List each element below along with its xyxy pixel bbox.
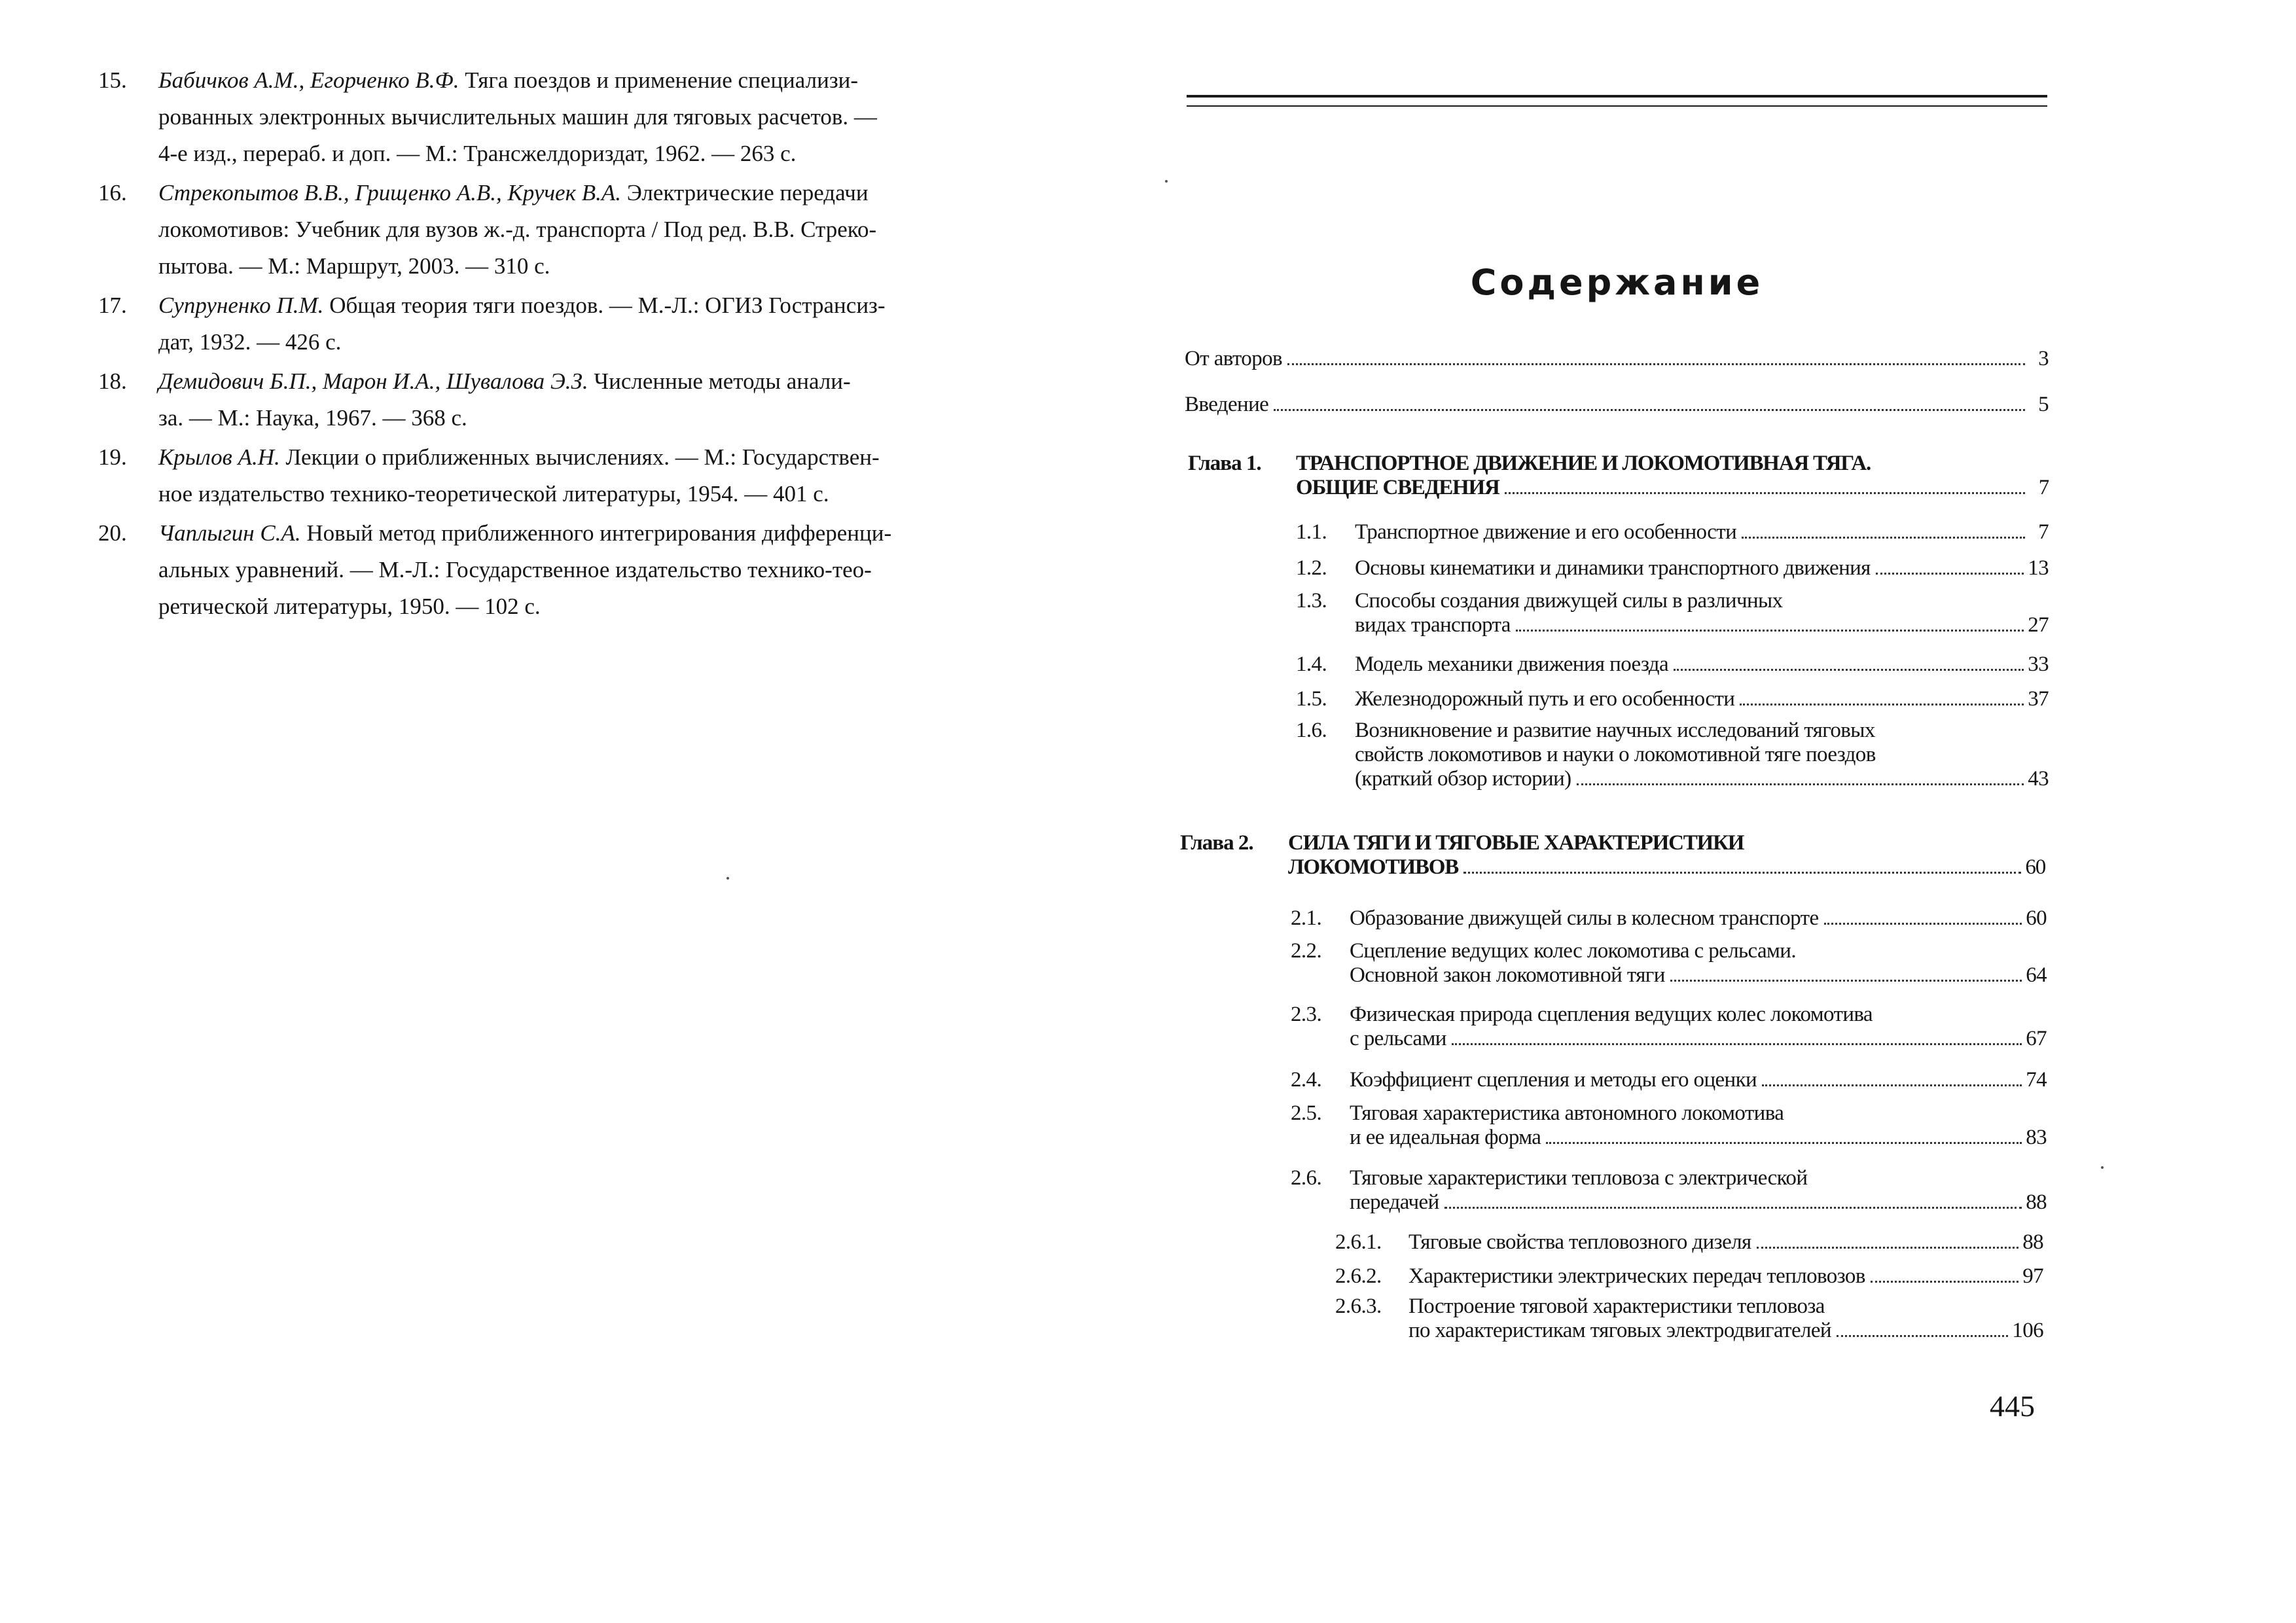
toc-section[interactable] bbox=[1291, 1166, 2047, 1215]
reference-item bbox=[98, 363, 975, 437]
chapter-2-label: Глава 2. bbox=[1180, 831, 1253, 855]
toc-page-number: 37 bbox=[2028, 687, 2049, 711]
toc-page-number: 60 bbox=[2025, 855, 2045, 879]
toc-page-number: 106 bbox=[2012, 1319, 2043, 1342]
leader-dots bbox=[1742, 537, 2025, 539]
reference-author: Бабичков А.М., Егорченко В.Ф. bbox=[158, 67, 459, 93]
toc-section[interactable] bbox=[1291, 1101, 2047, 1150]
toc-section[interactable] bbox=[1296, 719, 2049, 791]
reference-number: 20. bbox=[98, 520, 127, 546]
reference-author: Чаплыгин С.А. bbox=[158, 520, 301, 546]
reference-text: 4-е изд., перераб. и доп. — М.: Трансжелдориздат, 1962. — 263 с. bbox=[158, 141, 797, 166]
subsection-number: 2.6.1. bbox=[1335, 1230, 1382, 1254]
section-number: 2.3. bbox=[1291, 1003, 1322, 1026]
leader-dots bbox=[1762, 1084, 2022, 1086]
header-rule bbox=[1187, 95, 2047, 98]
reference-text: Общая теория тяги поездов. — М.-Л.: ОГИЗ Гострансиз- bbox=[323, 293, 886, 318]
chapter-title-line: ТРАНСПОРТНОЕ ДВИЖЕНИЕ И ЛОКОМОТИВНАЯ ТЯГА. bbox=[1296, 452, 1871, 475]
toc-page-number: 74 bbox=[2026, 1068, 2047, 1092]
reference-item bbox=[98, 62, 975, 172]
section-title: Физическая природа сцепления ведущих колес локомотива bbox=[1350, 1003, 1873, 1026]
reference-text: Лекции о приближенных вычислениях. — М.: Государствен- bbox=[279, 444, 880, 470]
reference-text: рованных электронных вычислительных машин для тяговых расчетов. — bbox=[158, 104, 877, 130]
toc-section[interactable] bbox=[1296, 687, 2049, 711]
reference-item bbox=[98, 175, 975, 285]
scan-speck bbox=[2101, 1166, 2104, 1169]
toc-section[interactable] bbox=[1291, 906, 2047, 931]
leader-dots bbox=[1837, 1335, 2008, 1337]
subsection-title: по характеристикам тяговых электродвигателей bbox=[1408, 1319, 1831, 1342]
section-title: Сцепление ведущих колес локомотива с рельсами. bbox=[1350, 939, 1796, 963]
toc-page-number: 83 bbox=[2026, 1126, 2047, 1149]
toc-subsection[interactable] bbox=[1335, 1230, 2043, 1255]
leader-dots bbox=[1577, 783, 2024, 785]
reference-number: 17. bbox=[98, 293, 127, 318]
subsection-title: Характеристики электрических передач тепловозов bbox=[1408, 1264, 1865, 1288]
leader-dots bbox=[1444, 1207, 2022, 1209]
subsection-title: Тяговые свойства тепловозного дизеля bbox=[1408, 1230, 1751, 1254]
reference-number: 18. bbox=[98, 368, 127, 394]
section-number: 1.1. bbox=[1296, 520, 1327, 544]
leader-dots bbox=[1757, 1247, 2019, 1249]
leader-dots bbox=[1452, 1043, 2022, 1045]
toc-page-number: 88 bbox=[2026, 1190, 2047, 1214]
reference-text: Тяга поездов и применение специализи- bbox=[459, 67, 859, 93]
reference-text: Новый метод приближенного интегрирования дифференци- bbox=[300, 520, 892, 546]
section-title: (краткий обзор истории) bbox=[1355, 767, 1571, 791]
section-number: 2.5. bbox=[1291, 1101, 1322, 1125]
leader-dots bbox=[1463, 872, 2021, 874]
toc-page-number: 88 bbox=[2022, 1230, 2043, 1254]
toc-section[interactable] bbox=[1291, 939, 2047, 988]
toc-section[interactable] bbox=[1296, 556, 2049, 580]
section-title: с рельсами bbox=[1350, 1027, 1446, 1050]
toc-section[interactable] bbox=[1296, 589, 2049, 637]
leader-dots bbox=[1674, 669, 2024, 671]
leader-dots bbox=[1505, 492, 2025, 494]
section-title: свойств локомотивов и науки о локомотивной тяге поездов bbox=[1355, 743, 1876, 766]
reference-item bbox=[98, 515, 975, 625]
leader-dots bbox=[1274, 409, 2025, 411]
section-title: и ее идеальная форма bbox=[1350, 1126, 1541, 1149]
toc-entry-label: Введение bbox=[1185, 393, 1269, 416]
reference-item bbox=[98, 287, 975, 361]
reference-list bbox=[98, 62, 975, 628]
reference-author: Супруненко П.М. bbox=[158, 293, 324, 318]
section-title: Железнодорожный путь и его особенности bbox=[1355, 687, 1735, 711]
reference-text: ное издательство технико-теоретической литературы, 1954. — 401 с. bbox=[158, 481, 829, 507]
section-title: Способы создания движущей силы в различных bbox=[1355, 589, 1783, 613]
reference-author: Демидович Б.П., Марон И.А., Шувалова Э.З. bbox=[158, 368, 588, 394]
toc-page-number: 43 bbox=[2028, 767, 2049, 791]
chapter-title-line: ОБЩИЕ СВЕДЕНИЯ bbox=[1296, 476, 1499, 499]
toc-chapter-1[interactable] bbox=[1296, 452, 2049, 500]
page-number: 445 bbox=[1990, 1389, 2035, 1423]
reference-number: 15. bbox=[98, 67, 127, 93]
leader-dots bbox=[1546, 1142, 2022, 1144]
section-number: 2.6. bbox=[1291, 1166, 1322, 1190]
reference-text: за. — М.: Наука, 1967. — 368 с. bbox=[158, 405, 467, 431]
scan-speck bbox=[726, 877, 729, 880]
toc-section[interactable] bbox=[1296, 652, 2049, 677]
leader-dots bbox=[1516, 630, 2024, 632]
toc-page-number: 33 bbox=[2028, 652, 2049, 676]
leader-dots bbox=[1876, 573, 2024, 575]
leader-dots bbox=[1287, 363, 2025, 365]
chapter-title-line: ЛОКОМОТИВОВ bbox=[1288, 855, 1459, 879]
toc-page-number: 60 bbox=[2026, 906, 2047, 930]
section-number: 2.1. bbox=[1291, 906, 1322, 930]
toc-subsection[interactable] bbox=[1335, 1264, 2043, 1289]
toc-page-number: 13 bbox=[2028, 556, 2049, 580]
reference-item bbox=[98, 439, 975, 512]
reference-author: Крылов А.Н. bbox=[158, 444, 280, 470]
header-rule bbox=[1187, 105, 2047, 107]
section-title: Основы кинематики и динамики транспортного движения bbox=[1355, 556, 1871, 580]
section-number: 1.4. bbox=[1296, 652, 1327, 676]
reference-number: 19. bbox=[98, 444, 127, 470]
section-title: передачей bbox=[1350, 1190, 1439, 1214]
toc-section[interactable] bbox=[1291, 1003, 2047, 1051]
section-title: Возникновение и развитие научных исследований тяговых bbox=[1355, 719, 1875, 742]
reference-text: локомотивов: Учебник для вузов ж.-д. транспорта / Под ред. В.В. Стреко- bbox=[158, 217, 877, 242]
subsection-number: 2.6.3. bbox=[1335, 1294, 1382, 1318]
section-title: Транспортное движение и его особенности bbox=[1355, 520, 1737, 544]
section-title: Модель механики движения поезда bbox=[1355, 652, 1669, 676]
chapter-1-label: Глава 1. bbox=[1188, 452, 1261, 475]
scan-speck bbox=[1165, 180, 1168, 183]
leader-dots bbox=[1871, 1281, 2018, 1283]
toc-entry-intro[interactable] bbox=[1185, 393, 2049, 417]
section-number: 1.2. bbox=[1296, 556, 1327, 580]
toc-page-number: 67 bbox=[2026, 1027, 2047, 1050]
toc-page-number: 7 bbox=[2038, 476, 2049, 499]
leader-dots bbox=[1824, 923, 2022, 925]
toc-page-number: 3 bbox=[2038, 347, 2049, 370]
page-title: Содержание bbox=[1470, 262, 1764, 303]
reference-text: дат, 1932. — 426 с. bbox=[158, 329, 342, 355]
reference-number: 16. bbox=[98, 180, 127, 205]
subsection-title: Построение тяговой характеристики тепловоза bbox=[1408, 1294, 1825, 1318]
toc-page-number: 97 bbox=[2022, 1264, 2043, 1288]
section-number: 1.6. bbox=[1296, 719, 1327, 742]
subsection-number: 2.6.2. bbox=[1335, 1264, 1382, 1288]
section-title: Тяговая характеристика автономного локомотива bbox=[1350, 1101, 1784, 1125]
section-number: 2.4. bbox=[1291, 1068, 1322, 1092]
toc-entry-from-authors[interactable] bbox=[1185, 347, 2049, 371]
reference-text: Численные методы анали- bbox=[588, 368, 851, 394]
section-number: 1.5. bbox=[1296, 687, 1327, 711]
section-title: видах транспорта bbox=[1355, 613, 1511, 637]
toc-page-number: 27 bbox=[2028, 613, 2049, 637]
toc-subsection[interactable] bbox=[1335, 1294, 2043, 1343]
section-title: Основной закон локомотивной тяги bbox=[1350, 963, 1665, 987]
toc-chapter-2[interactable] bbox=[1288, 831, 2045, 880]
toc-page-number: 64 bbox=[2026, 963, 2047, 987]
reference-text: ретической литературы, 1950. — 102 с. bbox=[158, 594, 541, 619]
section-number: 2.2. bbox=[1291, 939, 1322, 963]
toc-page-number: 7 bbox=[2038, 520, 2049, 544]
reference-text: альных уравнений. — М.-Л.: Государственное издательство технико-тео- bbox=[158, 557, 872, 582]
reference-text: Электрические передачи bbox=[620, 180, 869, 205]
reference-text: пытова. — М.: Маршрут, 2003. — 310 с. bbox=[158, 253, 550, 279]
toc-section[interactable] bbox=[1291, 1068, 2047, 1092]
toc-section[interactable] bbox=[1296, 520, 2049, 544]
section-title: Коэффициент сцепления и методы его оценки bbox=[1350, 1068, 1757, 1092]
toc-entry-label: От авторов bbox=[1185, 347, 1282, 370]
reference-author: Стрекопытов В.В., Грищенко А.В., Кручек В.А. bbox=[158, 180, 621, 205]
toc-page-number: 5 bbox=[2038, 393, 2049, 416]
leader-dots bbox=[1670, 980, 2022, 982]
section-number: 1.3. bbox=[1296, 589, 1327, 613]
chapter-title-line: СИЛА ТЯГИ И ТЯГОВЫЕ ХАРАКТЕРИСТИКИ bbox=[1288, 831, 1744, 855]
section-title: Тяговые характеристики тепловоза с электрической bbox=[1350, 1166, 1808, 1190]
leader-dots bbox=[1740, 704, 2024, 705]
section-title: Образование движущей силы в колесном транспорте bbox=[1350, 906, 1819, 930]
